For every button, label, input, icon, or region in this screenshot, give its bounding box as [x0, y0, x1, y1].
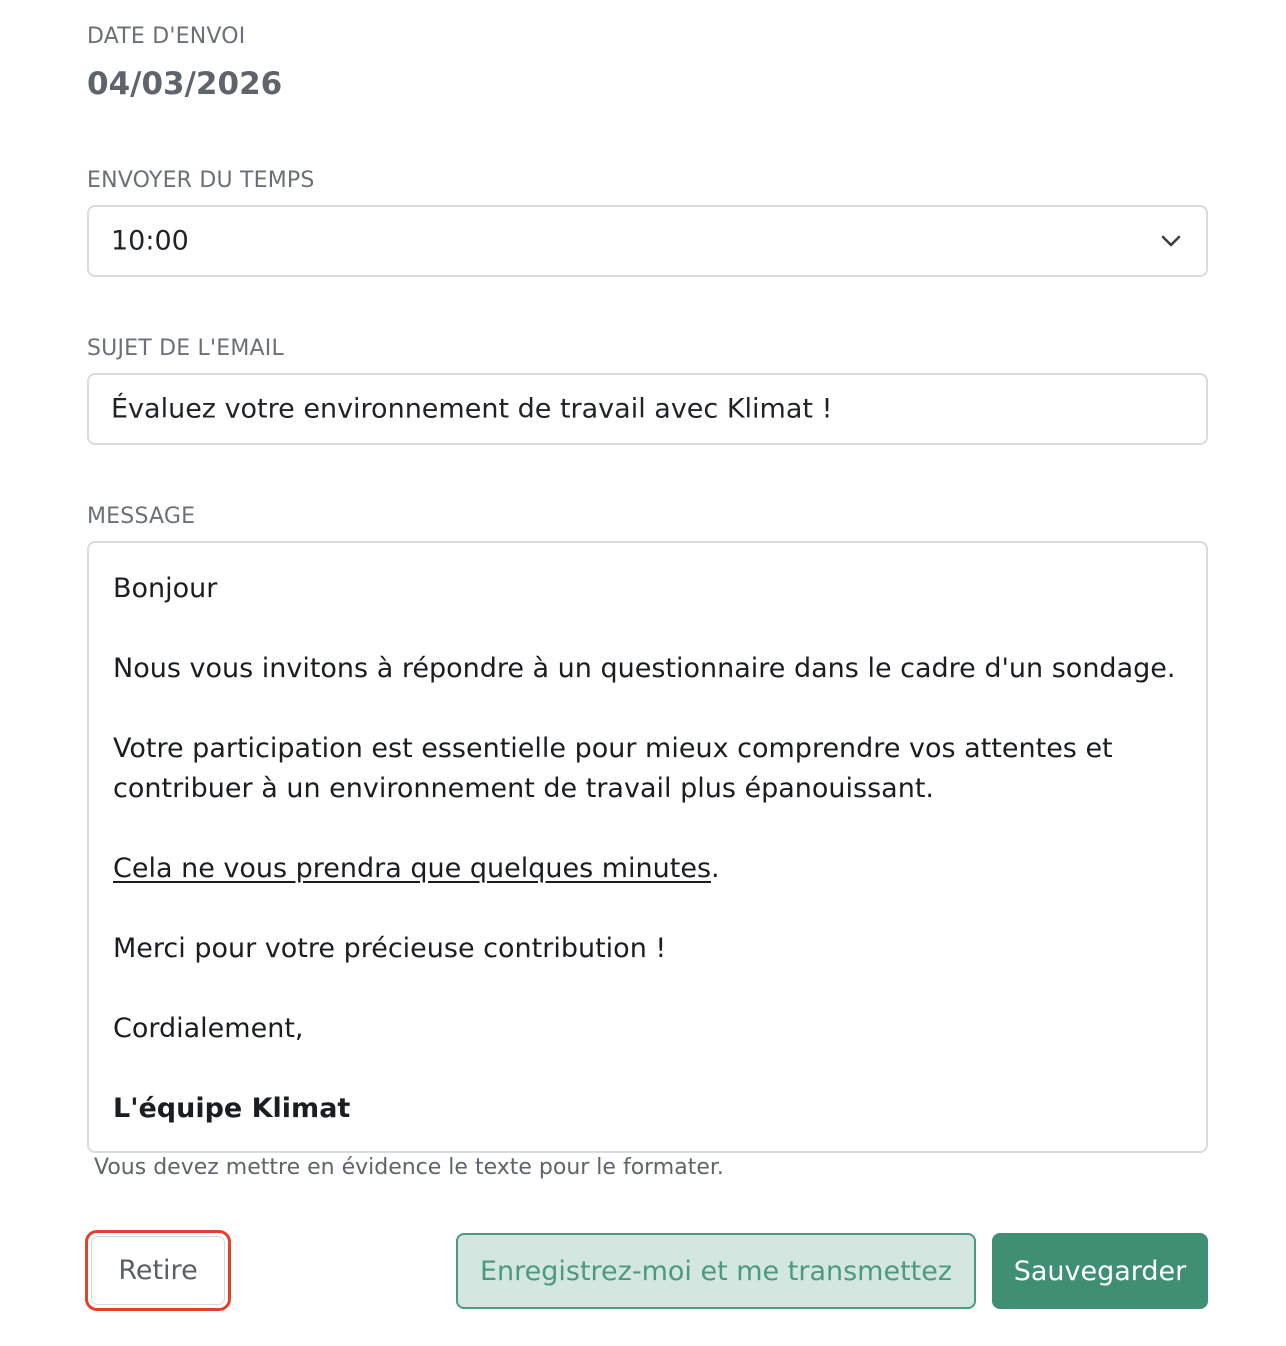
- message-underlined-text: Cela ne vous prendra que quelques minutes: [113, 853, 712, 884]
- save-button[interactable]: [992, 1233, 1208, 1309]
- save-and-send-button[interactable]: [456, 1233, 976, 1309]
- message-body: [113, 569, 1182, 1129]
- send-time-label: ENVOYER DU TEMPS: [87, 168, 315, 193]
- subject-label: SUJET DE L'EMAIL: [87, 336, 284, 361]
- formatting-hint: Vous devez mettre en évidence le texte pour le formater.: [94, 1155, 724, 1180]
- send-time-select[interactable]: [87, 205, 1208, 277]
- message-paragraph-3-suffix: .: [711, 853, 720, 884]
- subject-value: Évaluez votre environnement de travail avec Klimat !: [111, 393, 833, 425]
- subject-input[interactable]: [87, 373, 1208, 445]
- save-and-send-button-label: Enregistrez-moi et me transmettez: [479, 1255, 953, 1287]
- send-time-value: 10:00: [111, 225, 189, 257]
- send-date-label: DATE D'ENVOI: [87, 24, 246, 49]
- message-greeting: Bonjour: [113, 573, 218, 604]
- retire-button-label: Retire: [118, 1255, 198, 1286]
- message-label: MESSAGE: [87, 504, 196, 529]
- message-paragraph-2: Votre participation est essentielle pour mieux comprendre vos attentes et contribuer à un environnement de travail plus épanouissant.: [113, 733, 1113, 804]
- send-date-value: 04/03/2026: [87, 66, 283, 102]
- message-paragraph-3: [113, 849, 1182, 889]
- chevron-down-icon: [1158, 228, 1184, 254]
- message-signature-text: L'équipe Klimat: [113, 1093, 351, 1124]
- message-editor[interactable]: [87, 541, 1208, 1153]
- message-paragraph-1: Nous vous invitons à répondre à un questionnaire dans le cadre d'un sondage.: [113, 653, 1176, 684]
- message-paragraph-4: Merci pour votre précieuse contribution !: [113, 933, 667, 964]
- retire-button[interactable]: [85, 1230, 231, 1311]
- message-signature: [113, 1089, 1182, 1129]
- save-button-label: Sauvegarder: [1013, 1255, 1187, 1287]
- message-closing: Cordialement,: [113, 1013, 304, 1044]
